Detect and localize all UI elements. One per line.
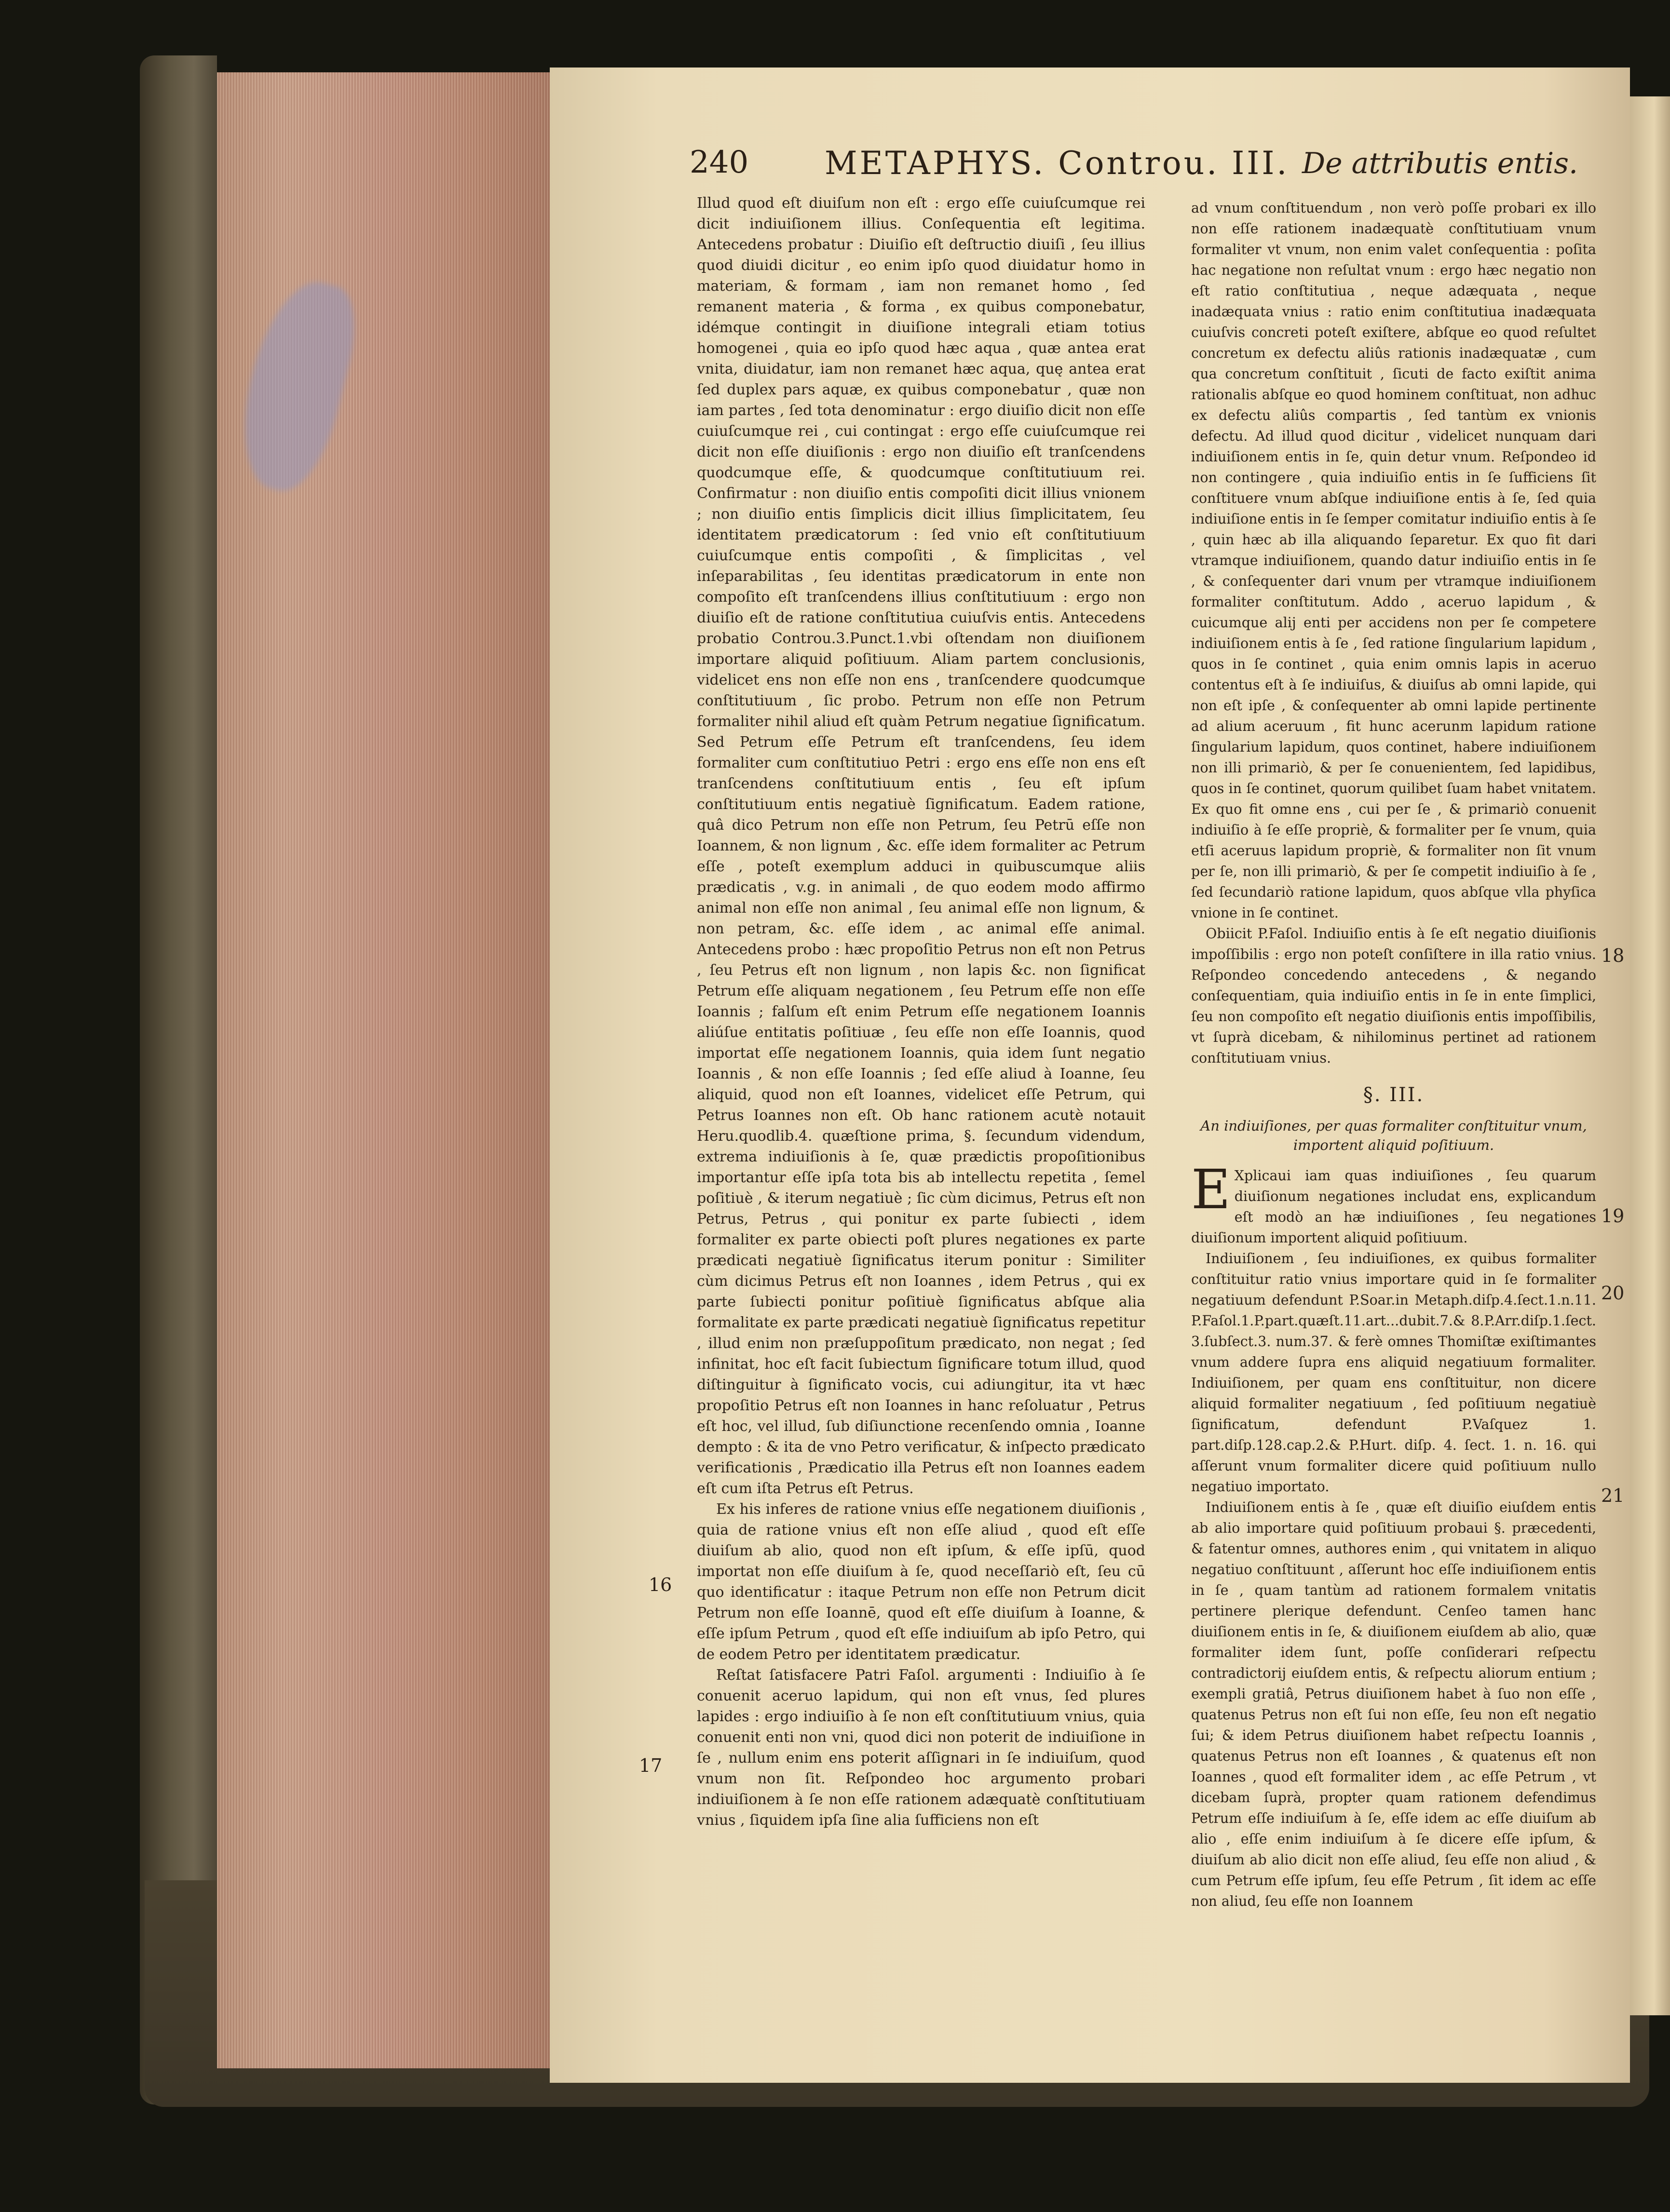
running-header	[690, 145, 1578, 188]
facing-page-edge	[1630, 96, 1670, 2015]
paragraph: Indiuiſionem , ſeu indiuiſiones, ex quibus formaliter conſtituitur ratio vnius importare quid in ſe formaliter negatiuum defendunt P.Soar.in Metaph.diſp.4.ſect.1.n.11. P.Faſol.1.P.part.quæſt.11.art...dubit.7.& 8.P.Arr.diſp.1.ſect. 3.ſubſect.3. num.37. & ferè omnes Thomiſtæ exiſtimantes vnum addere ſupra ens aliquid negatiuum formaliter. Indiuiſionem, per quam ens conſtituitur, non dicere aliquid formaliter negatiuum , ſed poſitiuum negatiuè ſignificatum, defendunt P.Vaſquez 1. part.diſp.128.cap.2.& P.Hurt. diſp. 4. ſect. 1. n. 16. qui aſſerunt vnum formaliter dicere quid poſitiuum nullo negatiuo importato.	[1191, 1251, 1596, 1495]
paragraph: ad vnum conſtituendum , non verò poſſe probari ex illo non eſſe rationem inadæquatè conſtitutiuam vnum formaliter vt vnum, non enim valet conſequentia : poſita hac negatione non reſultat vnum : ergo hæc negatio non eſt ratio conſtitutiua , neque adæquata , neque inadæquata vnius : ratio enim conſtitutiua inadæquata cuiuſvis concreti poteſt exiſtere, abſque eo quod reſultet concretum ex defectu aliûs rationis inadæquatæ , cum qua concretum conſtituit , ſicuti de facto exiſtit anima rationalis abſque eo quod hominem conſtituat, non adhuc ex defectu aliûs compartis , ſed tantùm ex vnionis defectu. Ad illud quod dicitur , videlicet nunquam dari indiuiſionem entis in ſe, quin detur vnum. Reſpondeo id non contingere , quia indiuiſio entis in ſe ſufficiens ſit conſtituere vnum abſque indiuiſione entis à ſe, ſed quia indiuiſione entis in ſe ſemper comitatur indiuiſio entis à ſe , quin hæc ab illa aliquando ſeparetur. Ex quo fit dari vtramque indiuiſionem, quando datur indiuiſio entis in ſe , & conſequenter dari vnum per vtramque indiuiſionem formaliter conſtitutum. Addo , aceruo lapidum , & cuicumque alij enti per accidens non per ſe competere indiuiſionem entis à ſe , ſed ratione ſingularium lapidum , quos in ſe continet , quia enim omnis lapis in aceruo contentus eſt à ſe indiuiſus, & diuiſus ab omni lapide, qui non eſt ipſe , & conſequenter ab omni lapide pertinente ad alium aceruum , fit hunc acerunm lapidum ratione ſingularium lapidum, quos continet, habere indiuiſionem non illi primariò, & per ſe conuenientem, ſed lapidibus, quos in ſe continet, quorum quilibet ſuam habet vnitatem. Ex quo fit omne ens , cui per ſe , & primariò conuenit indiuiſio à ſe eſſe propriè, & formaliter per ſe vnum, quia etſi aceruus lapidum propriè, & formaliter non ſit vnum per ſe, non illi primariò, & per ſe competit indiuiſio à ſe , ſed ſecundariò ratione lapidum, quos abſque vlla phyſica vnione in ſe continet.	[1191, 200, 1596, 921]
book-cover-edge	[140, 55, 217, 2104]
paragraph	[1191, 1159, 1596, 1248]
page-number: 240	[690, 145, 749, 180]
paragraph: Ex his inferes de ratione vnius eſſe negationem diuiſionis , quia de ratione vnius eſt non eſſe aliud , quod eſt eſſe diuiſum ab alio, quod non eſt ipſum, & eſſe ipſū, quod importat non eſſe diuiſum à ſe, quod neceſſariò eſt, ſeu cū quo identificatur : itaque Petrum non eſſe non Petrum dicit Petrum non eſſe Ioannē, quod eſt eſſe diuiſum à Ioanne, & eſſe ipſum Petrum , quod eſt eſſe indiuiſum ab ipſo Petro, qui de eodem Petro per identitatem prædicatur.	[697, 1501, 1145, 1663]
margin-number: 17	[639, 1755, 663, 1776]
right-text-column	[1191, 198, 1596, 1962]
margin-number: 21	[1601, 1485, 1625, 1506]
margin-number: 19	[1601, 1205, 1625, 1227]
margin-number: 16	[649, 1574, 672, 1595]
paragraph: Illud quod eſt diuiſum non eſt : ergo eſſe cuiuſcumque rei dicit indiuiſionem illius. Conſequentia eſt legitima. Antecedens probatur : Diuiſio eſt deſtructio diuiſi , ſeu illius quod diuidi dicitur , eo enim ipſo quod diuidatur homo in materiam, & formam , iam non remanet homo , ſed remanent materia , & forma , ex quibus componebatur, idémque contingit in diuiſione integrali etiam totius homogenei , quia eo ipſo quod hæc aqua , quæ antea erat vnita, diuidatur, iam non remanet hæc aqua, quę antea erat ſed duplex pars aquæ, ex quibus componebatur , quæ non iam partes , ſed tota denominatur : ergo diuiſio dicit non eſſe cuiuſcumque rei , cui contingat : ergo eſſe cuiuſcumque rei dicit non eſſe diuiſionis : ergo non diuiſio eſt tranſcendens quodcumque eſſe, & quodcumque conſtitutiuum rei. Confirmatur : non diuiſio entis compoſiti dicit illius vnionem ; non diuiſio entis ſimplicis dicit illius ſimplicitatem, ſeu identitatem prædicatorum : ſed vnio eſt conſtitutiuum cuiuſcumque entis compoſiti , & ſimplicitas , vel inſeparabilitas , ſeu identitas prædicatorum in ente non compoſito eſt tranſcendens illius conſtitutiuum : ergo non diuiſio eſt de ratione conſtitutiua cuiuſvis entis. Antecedens probatio Controu.3.Punct.1.vbi oſtendam non diuiſionem importare aliquid poſitiuum. Aliam partem conclusionis, videlicet ens non eſſe non ens , tranſcendere quodcumque conſtitutiuum , ſic probo. Petrum non eſſe non Petrum formaliter nihil aliud eſt quàm Petrum negatiue ſignificatum. Sed Petrum eſſe Petrum eſt tranſcendens, ſeu idem formaliter cum conſtitutiuo Petri : ergo ens eſſe non ens eſt tranſcendens conſtitutiuum entis , ſeu eſt ipſum conſtitutiuum entis negatiuè ſignificatum. Eadem ratione, quâ dico Petrum non eſſe non Petrum, ſeu Petrū eſſe non Ioannem, & non lignum , &c. eſſe idem formaliter ac Petrum eſſe , poteſt exemplum adduci in quibuscumque aliis prædicatis , v.g. in animali , de quo eodem modo affirmo animal non eſſe non animal , ſeu animal eſſe non lignum, & non petram, &c. eſſe idem , ac animal eſſe animal. Antecedens probo : hæc propoſitio Petrus non eſt non Petrus , ſeu Petrus eſt non lignum , non lapis &c. non ſignificat Petrum eſſe aliquam negationem , ſeu Petrum eſſe non eſſe Ioannis ; falſum eſt enim Petrum eſſe negationem Ioannis aliúſue entitatis poſitiuæ , ſeu eſſe non eſſe Ioannis, quod importat eſſe negationem Ioannis, quia idem ſunt negatio Ioannis , & non eſſe Ioannis ; ſed eſſe aliud à Ioanne, ſeu aliquid, quod non eſt Ioannes, videlicet eſſe Petrum, qui Petrus Ioannes non eſt. Ob hanc rationem acutè notauit Heru.quodlib.4. quæſtione prima, §. ſecundum videndum, extrema indiuiſionis à ſe, quæ prædictis propoſitionibus importantur eſſe ipſa tota bis ab intellectu repetita , ſemel poſitiuè , & iterum negatiuè ; ſic cùm dicimus, Petrus eſt non Petrus, Petrus , qui ponitur ex parte ſubiecti , idem formaliter ex parte obiecti poſt plures negationes ex parte prædicati negatiuè ſignificatus iterum ponitur : Similiter cùm dicimus Petrus eſt non Ioannes , idem Petrus , qui ex parte ſubiecti ponitur poſitiuè ſignificatus abſque alia formalitate ex parte prædicati negatiuè ſignificatus repetitur , illud enim non præſuppoſitum prædicato, non negat ; ſed infinitat, hoc eſt facit ſubiectum ſignificare totum illud, quod diſtinguitur à ſignificato vocis, cui adiungitur, ita vt hæc propoſitio Petrus eſt non Ioannes in hanc reſoluatur , Petrus eſt hoc, vel illud, ſub diſiunctione recenſendo omnia , Ioanne dempto : & ita de vno Petro verificatur, & inſpecto prædicato verificationis , Prædicatio illa Petrus eſt non Ioannes eadem eſt cum iſta Petrus eſt Petrus.	[697, 195, 1145, 1497]
drop-cap: E	[1191, 1159, 1231, 1221]
paragraph: Reſtat ſatisfacere Patri Faſol. argumenti : Indiuiſio à ſe conuenit aceruo lapidum, qui non eſt vnus, ſed plures lapides : ergo indiuiſio à ſe non eſt conſtitutiuum vnius, quia conuenit enti non vni, quod dici non poterit de indiuiſione in ſe , nullum enim ens poterit aſſignari in ſe indiuiſum, quod vnum non ſit. Reſpondeo hoc argumento probari indiuiſionem à ſe non eſſe rationem adæquatè conſtitutiuam vnius , ſiquidem ipſa ſine alia ſufficiens non eſt	[697, 1667, 1145, 1829]
section-subheading: An indiuiſiones, per quas formaliter conſtituitur vnum, importent aliquid poſitiuum.	[1200, 1118, 1587, 1153]
running-subtitle: De attributis entis.	[1302, 147, 1578, 180]
margin-number: 20	[1601, 1282, 1625, 1304]
paragraph-text: Xplicaui iam quas indiuiſiones , ſeu quarum diuiſionum negationes includat ens, explicandum eſt modò an hæ indiuiſiones , ſeu negationes diuiſionum importent aliquid poſitiuum.	[1191, 1168, 1596, 1246]
left-text-column	[697, 193, 1145, 1957]
paragraph: Obiicit P.Faſol. Indiuiſio entis à ſe eſt negatio diuiſionis impoſſibilis : ergo non poteſt conſiſtere in illa ratio vnius. Reſpondeo concedendo antecedens , & negando conſequentiam, quia indiuiſio entis in ſe in ente ſimplici, ſeu non compoſito eſt negatio diuiſionis entis impoſſibilis, vt ſuprà dicebam, & nihilominus pertinet ad rationem conſtitutiuam vnius.	[1191, 926, 1596, 1066]
running-title: METAPHYS. Controu. III.	[825, 145, 1290, 182]
section-heading: §. III.	[1363, 1084, 1425, 1106]
margin-number: 18	[1601, 945, 1625, 966]
paragraph: Indiuiſionem entis à ſe , quæ eſt diuiſio eiuſdem entis ab alio importare quid poſitiuum probaui §. præcedenti, & fatentur omnes, authores enim , qui vnitatem in aliquo negatiuo conſtituunt , aſſerunt hoc eſſe indiuiſionem entis in ſe , quam tantùm ad rationem formalem vnitatis pertinere plerique defendunt. Cenſeo tamen hanc diuiſionem entis in ſe, & diuiſionem eiuſdem ab alio, quæ formaliter idem ſunt, poſſe conſiderari reſpectu contradictorij eiuſdem entis, & reſpectu aliorum entium ; exempli gratiâ, Petrus diuiſionem habet à ſuo non eſſe , quatenus Petrus non eſt ſui non eſſe, ſeu non eſt negatio ſui; & idem Petrus diuiſionem habet reſpectu Ioannis , quatenus Petrus non eſt Ioannes , & quatenus eſt non Ioannes , quod eſt formaliter idem , ac eſſe Petrum , vt dicebam ſuprà, propter quam rationem defendimus Petrum eſſe indiuiſum à ſe, eſſe idem ac eſſe diuiſum ab alio , eſſe enim indiuiſum à ſe dicere eſſe ipſum, & diuiſum ab alio dicit non eſſe aliud, ſeu eſſe non aliud , & cum Petrum eſſe ipſum, ſeu eſſe Petrum , ſit idem ac eſſe non aliud, ſeu eſſe non Ioannem	[1191, 1499, 1596, 1909]
